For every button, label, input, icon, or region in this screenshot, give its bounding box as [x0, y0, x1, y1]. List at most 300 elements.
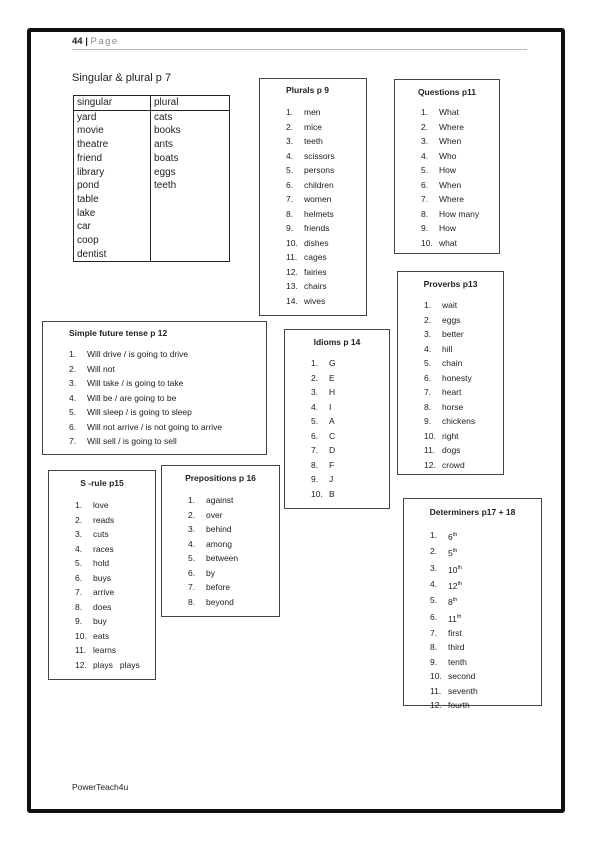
- item-number: 1.: [421, 107, 429, 117]
- s-rule-list: [49, 488, 155, 672]
- item-number: 3.: [311, 387, 319, 397]
- table-cell: boats: [151, 152, 230, 166]
- item-number: 6.: [188, 567, 196, 578]
- item-number: 4.: [311, 401, 319, 412]
- list-item: [75, 498, 155, 513]
- item-number: 3.: [421, 136, 429, 146]
- item-number: 3.: [286, 136, 294, 146]
- future-tense-list: [43, 338, 266, 449]
- list-item: [188, 566, 279, 581]
- item-text: teeth: [304, 136, 323, 146]
- item-text: does: [93, 601, 112, 612]
- item-text: against: [206, 495, 234, 505]
- future-tense-box: [42, 321, 267, 455]
- item-number: 2.: [75, 514, 83, 525]
- table-cell: pond: [74, 179, 151, 193]
- item-number: 3.: [69, 378, 77, 388]
- item-number: 8.: [421, 208, 429, 219]
- item-number: 12.: [286, 266, 298, 277]
- future-tense-title: Simple future tense p 12: [69, 328, 168, 338]
- item-text: H: [329, 387, 336, 397]
- list-item: [311, 487, 389, 502]
- list-item: [311, 400, 389, 415]
- item-number: 5.: [424, 358, 432, 368]
- table-cell: lake: [74, 207, 151, 221]
- questions-box: [394, 79, 500, 254]
- item-text: heart: [442, 387, 462, 397]
- item-text: tenth: [448, 656, 467, 667]
- item-number: 2.: [286, 121, 294, 132]
- list-item: [421, 178, 499, 193]
- item-text: E: [329, 372, 335, 383]
- item-number: 8.: [430, 642, 438, 653]
- item-number: 6.: [311, 430, 319, 441]
- list-item: [75, 614, 155, 629]
- item-text: How many: [439, 208, 480, 219]
- list-item: [430, 669, 541, 684]
- item-text: 5th: [448, 548, 458, 559]
- item-text: right: [442, 430, 459, 441]
- prepositions-list: [162, 483, 279, 609]
- s-rule-box: [48, 470, 156, 680]
- page-label: Page: [90, 36, 119, 47]
- item-number: 4.: [421, 150, 429, 161]
- item-text: scissors: [304, 150, 335, 161]
- list-item: [286, 265, 366, 280]
- idioms-title: Idioms p 14: [313, 337, 361, 347]
- list-item: [188, 537, 279, 552]
- item-text: by: [206, 567, 215, 578]
- item-text: mice: [304, 121, 322, 132]
- list-item: [311, 429, 389, 444]
- list-item: [311, 385, 389, 400]
- list-item: [311, 371, 389, 386]
- list-item: [421, 236, 499, 251]
- item-number: 3.: [430, 562, 438, 573]
- item-text: crowd: [442, 459, 465, 470]
- item-text: Will be / are going to be: [87, 392, 177, 403]
- item-number: 11.: [75, 645, 87, 655]
- item-number: 10.: [311, 488, 323, 499]
- item-number: 6.: [424, 372, 432, 383]
- list-item: [286, 163, 366, 178]
- item-text: second: [448, 671, 476, 682]
- item-number: 9.: [286, 223, 294, 233]
- item-text: What: [439, 107, 459, 117]
- table-cell: theatre: [74, 138, 151, 152]
- column-header: plural: [151, 96, 230, 111]
- list-item: [430, 528, 541, 544]
- table-cell: ants: [151, 138, 230, 152]
- list-item: [424, 400, 503, 415]
- table-cell: movie: [74, 124, 151, 138]
- item-number: 10.: [430, 671, 442, 682]
- list-item: [286, 134, 366, 149]
- list-item: [286, 149, 366, 164]
- item-text: love: [93, 500, 109, 510]
- item-text: races: [93, 543, 114, 554]
- item-text: hold: [93, 558, 110, 568]
- list-item: [430, 698, 541, 713]
- item-number: 7.: [311, 445, 319, 455]
- item-number: 6.: [69, 421, 77, 432]
- list-item: [430, 544, 541, 560]
- list-item: [311, 458, 389, 473]
- table-row: [74, 220, 230, 234]
- item-number: 10.: [421, 237, 433, 248]
- table-cell: friend: [74, 152, 151, 166]
- list-item: [430, 684, 541, 699]
- list-item: [69, 420, 266, 435]
- item-text: horse: [442, 401, 464, 412]
- item-text: C: [329, 430, 336, 441]
- list-item: [69, 347, 266, 362]
- item-text: wives: [304, 295, 326, 306]
- item-number: 4.: [286, 150, 294, 161]
- item-number: 8.: [75, 601, 83, 612]
- item-number: 8.: [286, 208, 294, 219]
- item-text: hill: [442, 343, 453, 354]
- item-text: D: [329, 445, 336, 455]
- list-item: [424, 313, 503, 328]
- item-text: dishes: [304, 237, 329, 248]
- list-item: [430, 610, 541, 626]
- list-item: [311, 443, 389, 458]
- list-item: [424, 356, 503, 371]
- item-text: B: [329, 488, 335, 499]
- singular-plural-table: [73, 95, 230, 262]
- table-cell: [151, 193, 230, 207]
- item-number: 11.: [430, 685, 442, 696]
- list-item: [311, 414, 389, 429]
- item-number: 6.: [286, 179, 294, 190]
- list-item: [430, 593, 541, 609]
- item-text: cuts: [93, 529, 109, 539]
- item-number: 7.: [421, 194, 429, 204]
- list-item: [421, 149, 499, 164]
- item-number: 5.: [430, 595, 438, 606]
- item-number: 6.: [421, 179, 429, 190]
- item-text: J: [329, 474, 334, 484]
- table-row: [74, 124, 230, 138]
- item-text: children: [304, 179, 334, 190]
- table-cell: teeth: [151, 179, 230, 193]
- item-number: 6.: [75, 572, 83, 583]
- list-item: [75, 527, 155, 542]
- item-text: what: [439, 237, 457, 248]
- item-number: 13.: [286, 281, 298, 291]
- item-number: 10.: [424, 430, 436, 441]
- questions-title: Questions p11: [417, 87, 477, 97]
- proverbs-box: [397, 271, 504, 475]
- item-text: chickens: [442, 416, 476, 426]
- item-text: Who: [439, 150, 457, 161]
- item-number: 5.: [311, 416, 319, 426]
- item-number: 3.: [75, 529, 83, 539]
- item-text: third: [448, 642, 465, 653]
- item-text: first: [448, 627, 462, 638]
- item-text: arrive: [93, 587, 115, 597]
- table-row: [74, 138, 230, 152]
- table-row: [74, 207, 230, 221]
- plurals-box: [259, 78, 367, 316]
- table-cell: table: [74, 193, 151, 207]
- item-text: behind: [206, 524, 232, 534]
- item-text: learns: [93, 645, 117, 655]
- list-item: [69, 434, 266, 449]
- item-text: honesty: [442, 372, 472, 383]
- table-cell: [151, 220, 230, 234]
- list-item: [188, 595, 279, 610]
- list-item: [188, 508, 279, 523]
- list-item: [424, 414, 503, 429]
- item-text: fourth: [448, 700, 470, 711]
- list-item: [430, 640, 541, 655]
- item-text: 11th: [448, 613, 462, 624]
- item-text: I: [329, 401, 332, 412]
- list-item: [286, 207, 366, 222]
- idioms-list: [285, 347, 389, 501]
- item-text: Will sleep / is going to sleep: [87, 407, 192, 417]
- item-number: 1.: [188, 495, 196, 505]
- item-number: 5.: [75, 558, 83, 568]
- list-item: [424, 458, 503, 473]
- item-text: chairs: [304, 281, 327, 291]
- list-item: [75, 556, 155, 571]
- item-number: 9.: [424, 416, 432, 426]
- item-text: fairies: [304, 266, 327, 277]
- list-item: [69, 405, 266, 420]
- item-number: 2.: [188, 509, 196, 520]
- table-row: [74, 179, 230, 193]
- column-header: singular: [74, 96, 151, 111]
- list-item: [430, 655, 541, 670]
- item-text: persons: [304, 165, 335, 175]
- item-number: 2.: [421, 121, 429, 132]
- list-item: [430, 626, 541, 641]
- item-number: 4.: [430, 578, 438, 589]
- item-text: 8th: [448, 597, 458, 608]
- list-item: [421, 120, 499, 135]
- list-item: [421, 221, 499, 236]
- list-item: [286, 236, 366, 251]
- item-number: 1.: [286, 107, 294, 117]
- list-item: [286, 250, 366, 265]
- list-item: [421, 163, 499, 178]
- footer-brand: PowerTeach4u: [72, 782, 129, 792]
- list-item: [286, 192, 366, 207]
- item-text: Will drive / is going to drive: [87, 349, 189, 359]
- table-cell: coop: [74, 234, 151, 248]
- item-text: Where: [439, 121, 465, 132]
- item-text: helmets: [304, 208, 334, 219]
- table-row: [74, 193, 230, 207]
- item-number: 1.: [430, 530, 438, 540]
- item-number: 9.: [430, 656, 438, 667]
- item-number: 12.: [424, 459, 436, 470]
- item-text: How: [439, 165, 457, 175]
- item-text: wait: [442, 300, 458, 310]
- item-number: 10.: [286, 237, 298, 248]
- item-number: 7.: [430, 627, 438, 638]
- item-number: 12.: [430, 700, 442, 711]
- prepositions-box: [161, 465, 280, 617]
- table-cell: books: [151, 124, 230, 138]
- item-text: eats: [93, 630, 110, 641]
- item-number: 7.: [75, 587, 83, 597]
- table-cell: [151, 207, 230, 221]
- list-item: [75, 629, 155, 644]
- item-number: 7.: [188, 582, 196, 592]
- item-text: beyond: [206, 596, 234, 607]
- list-item: [75, 513, 155, 528]
- item-number: 5.: [69, 407, 77, 417]
- item-number: 2.: [424, 314, 432, 325]
- item-number: 9.: [421, 223, 429, 233]
- item-text: plays plays: [93, 659, 140, 670]
- item-number: 5.: [421, 165, 429, 175]
- list-item: [430, 577, 541, 593]
- item-text: seventh: [448, 685, 478, 696]
- item-text: When: [439, 179, 462, 190]
- plurals-title: Plurals p 9: [286, 85, 329, 95]
- list-item: [69, 362, 266, 377]
- item-number: 3.: [188, 524, 196, 534]
- s-rule-title: S -rule p15: [80, 478, 124, 488]
- item-number: 8.: [311, 459, 319, 470]
- item-text: buy: [93, 616, 107, 626]
- table-cell: [151, 234, 230, 248]
- list-item: [75, 542, 155, 557]
- list-item: [188, 580, 279, 595]
- item-text: better: [442, 329, 464, 339]
- table-cell: car: [74, 220, 151, 234]
- item-text: before: [206, 582, 231, 592]
- table-row: [74, 248, 230, 262]
- table-cell: [151, 248, 230, 262]
- table-row: [74, 110, 230, 124]
- list-item: [75, 600, 155, 615]
- proverbs-title: Proverbs p13: [423, 279, 478, 289]
- list-item: [421, 192, 499, 207]
- list-item: [69, 391, 266, 406]
- list-item: [75, 585, 155, 600]
- list-item: [286, 221, 366, 236]
- item-text: When: [439, 136, 462, 146]
- item-text: 12th: [448, 580, 463, 591]
- item-text: friends: [304, 223, 330, 233]
- item-number: 7.: [69, 436, 77, 446]
- item-text: A: [329, 416, 335, 426]
- list-item: [311, 472, 389, 487]
- item-text: dogs: [442, 445, 461, 455]
- page-number: 44: [72, 36, 83, 47]
- table-row: [74, 152, 230, 166]
- item-number: 11.: [424, 445, 436, 455]
- table-row: [74, 166, 230, 180]
- item-number: 1.: [75, 500, 83, 510]
- item-text: buys: [93, 572, 111, 583]
- list-item: [424, 385, 503, 400]
- table-cell: cats: [151, 110, 230, 124]
- item-number: 4.: [69, 392, 77, 403]
- item-number: 8.: [188, 596, 196, 607]
- item-number: 2.: [311, 372, 319, 383]
- item-number: 10.: [75, 630, 87, 641]
- list-item: [421, 105, 499, 120]
- table-cell: eggs: [151, 166, 230, 180]
- item-number: 4.: [75, 543, 83, 554]
- singular-plural-title: Singular & plural p 7: [72, 72, 172, 84]
- item-number: 1.: [424, 300, 432, 310]
- item-number: 2.: [69, 363, 77, 374]
- table-cell: yard: [74, 110, 151, 124]
- item-text: chain: [442, 358, 463, 368]
- item-number: 7.: [286, 194, 294, 204]
- determiners-list: [404, 517, 541, 713]
- item-text: eggs: [442, 314, 461, 325]
- item-text: men: [304, 107, 321, 117]
- idioms-box: [284, 329, 390, 509]
- list-item: [421, 134, 499, 149]
- table-cell: library: [74, 166, 151, 180]
- item-number: 6.: [430, 611, 438, 622]
- item-number: 3.: [424, 329, 432, 339]
- item-text: Will sell / is going to sell: [87, 436, 177, 446]
- list-item: [188, 522, 279, 537]
- list-item: [286, 294, 366, 309]
- list-item: [424, 327, 503, 342]
- page-header: 44 | Page: [72, 36, 527, 50]
- list-item: [75, 643, 155, 658]
- list-item: [75, 658, 155, 673]
- list-item: [188, 493, 279, 508]
- item-text: over: [206, 509, 223, 520]
- list-item: [311, 356, 389, 371]
- list-item: [69, 376, 266, 391]
- item-text: G: [329, 358, 336, 368]
- item-number: 9.: [311, 474, 319, 484]
- item-text: Will not: [87, 363, 115, 374]
- item-number: 7.: [424, 387, 432, 397]
- item-text: 6th: [448, 531, 458, 542]
- list-item: [424, 371, 503, 386]
- item-number: 14.: [286, 295, 298, 306]
- item-number: 1.: [311, 358, 319, 368]
- item-text: How: [439, 223, 457, 233]
- list-item: [286, 105, 366, 120]
- item-number: 1.: [69, 349, 77, 359]
- list-item: [424, 298, 503, 313]
- table-row: [74, 234, 230, 248]
- item-text: Will not arrive / is not going to arrive: [87, 421, 223, 432]
- prepositions-title: Prepositions p 16: [185, 473, 256, 483]
- item-text: F: [329, 459, 335, 470]
- plurals-list: [260, 95, 366, 308]
- list-item: [286, 178, 366, 193]
- list-item: [424, 443, 503, 458]
- list-item: [188, 551, 279, 566]
- list-item: [424, 342, 503, 357]
- item-number: 12.: [75, 659, 87, 670]
- list-item: [424, 429, 503, 444]
- item-number: 9.: [75, 616, 83, 626]
- item-text: cages: [304, 252, 327, 262]
- item-text: among: [206, 538, 232, 549]
- item-text: 10th: [448, 564, 463, 575]
- item-number: 4.: [188, 538, 196, 549]
- table-cell: dentist: [74, 248, 151, 262]
